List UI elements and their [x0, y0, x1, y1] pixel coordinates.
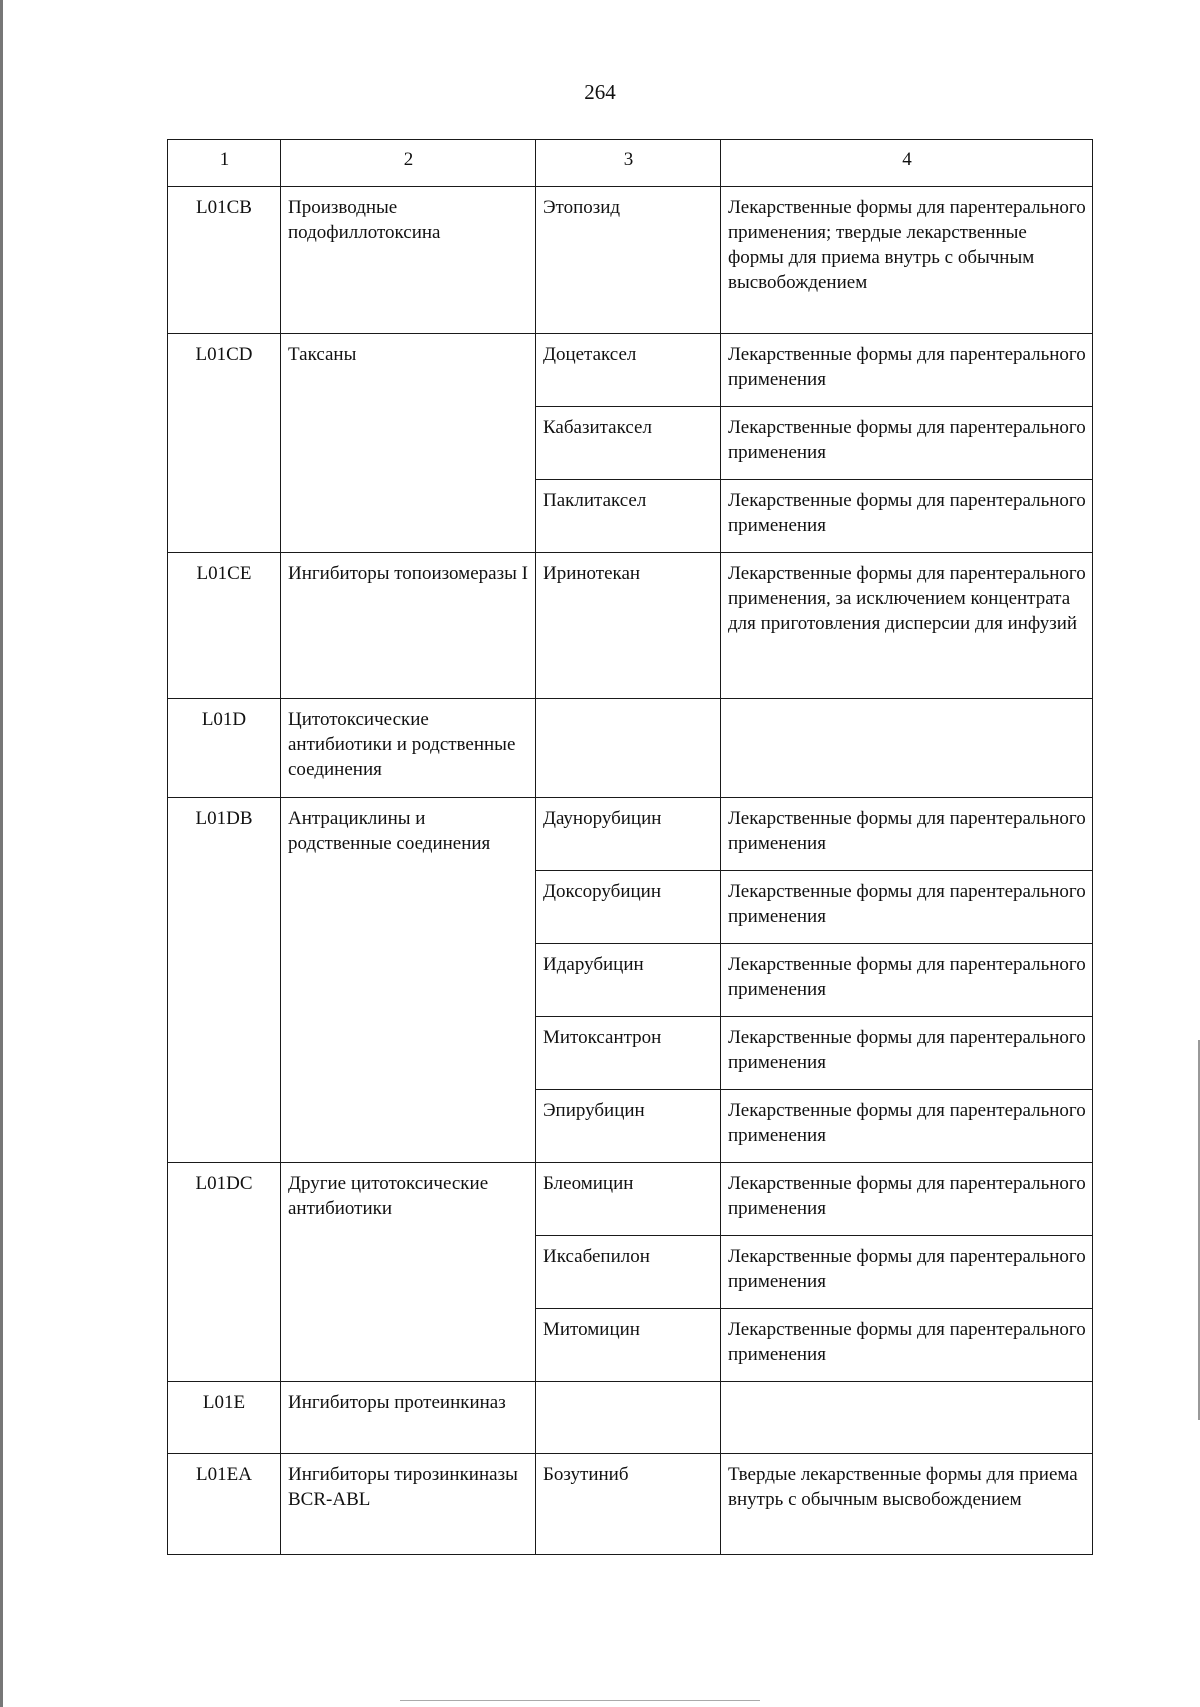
- atc-code: L01CB: [168, 187, 281, 334]
- group-name: Таксаны: [281, 334, 536, 553]
- header-col-2: 2: [281, 140, 536, 187]
- dosage-form: Лекарственные формы для парентерального применения: [721, 1236, 1093, 1309]
- table-row: [168, 334, 1093, 407]
- scan-left-edge: [0, 0, 3, 1707]
- dosage-form: Лекарственные формы для парентерального применения: [721, 1309, 1093, 1382]
- dosage-form-empty: [721, 699, 1093, 798]
- drug-name: Даунорубицин: [536, 798, 721, 871]
- drug-name: Иксабепилон: [536, 1236, 721, 1309]
- atc-code: L01D: [168, 699, 281, 798]
- dosage-form: Лекарственные формы для парентерального применения: [721, 1090, 1093, 1163]
- dosage-form: Лекарственные формы для парентерального применения: [721, 334, 1093, 407]
- table-header-row: [168, 140, 1093, 187]
- atc-code: L01DB: [168, 798, 281, 1163]
- drug-name: Этопозид: [536, 187, 721, 334]
- table-row: [168, 1163, 1093, 1236]
- drug-name: Бозутиниб: [536, 1454, 721, 1555]
- group-name: Ингибиторы протеинкиназ: [281, 1382, 536, 1454]
- drug-name: Кабазитаксел: [536, 407, 721, 480]
- dosage-form: Лекарственные формы для парентерального применения; твердые лекарственные формы для приема внутрь с обычным высвобождением: [721, 187, 1093, 334]
- dosage-form: Лекарственные формы для парентерального применения: [721, 1163, 1093, 1236]
- header-col-4: 4: [721, 140, 1093, 187]
- atc-code: L01CD: [168, 334, 281, 553]
- group-name: Ингибиторы топоизомеразы I: [281, 553, 536, 699]
- drug-name: Митоксантрон: [536, 1017, 721, 1090]
- drug-name: Митомицин: [536, 1309, 721, 1382]
- atc-code: L01EA: [168, 1454, 281, 1555]
- drug-name: Доцетаксел: [536, 334, 721, 407]
- dosage-form-empty: [721, 1382, 1093, 1454]
- dosage-form: Твердые лекарственные формы для приема внутрь с обычным высвобождением: [721, 1454, 1093, 1555]
- drug-name: Блеомицин: [536, 1163, 721, 1236]
- dosage-form: Лекарственные формы для парентерального применения: [721, 407, 1093, 480]
- group-name: Антрациклины и родственные соединения: [281, 798, 536, 1163]
- page-number: 264: [584, 80, 616, 104]
- drug-name: Иринотекан: [536, 553, 721, 699]
- table-row: [168, 1454, 1093, 1555]
- table-row: [168, 187, 1093, 334]
- atc-code: L01CE: [168, 553, 281, 699]
- drug-name: Идарубицин: [536, 944, 721, 1017]
- drug-name-empty: [536, 699, 721, 798]
- dosage-form: Лекарственные формы для парентерального применения: [721, 1017, 1093, 1090]
- group-name: Цитотоксические антибиотики и родственные соединения: [281, 699, 536, 798]
- scan-bottom-mark: [400, 1700, 760, 1701]
- table-row: [168, 553, 1093, 699]
- header-col-3: 3: [536, 140, 721, 187]
- group-name: Другие цитотоксические антибиотики: [281, 1163, 536, 1382]
- table-row: [168, 798, 1093, 871]
- table-row: [168, 1382, 1093, 1454]
- dosage-form: Лекарственные формы для парентерального применения: [721, 798, 1093, 871]
- atc-code: L01DC: [168, 1163, 281, 1382]
- dosage-form: Лекарственные формы для парентерального применения, за исключением концентрата для приготовления дисперсии для инфузий: [721, 553, 1093, 699]
- dosage-form: Лекарственные формы для парентерального применения: [721, 944, 1093, 1017]
- dosage-form: Лекарственные формы для парентерального применения: [721, 871, 1093, 944]
- header-col-1: 1: [168, 140, 281, 187]
- dosage-form: Лекарственные формы для парентерального применения: [721, 480, 1093, 553]
- group-name: Производные подофиллотоксина: [281, 187, 536, 334]
- drug-name-empty: [536, 1382, 721, 1454]
- drug-table: [167, 139, 1093, 1555]
- drug-name: Доксорубицин: [536, 871, 721, 944]
- table-row: [168, 699, 1093, 798]
- atc-code: L01E: [168, 1382, 281, 1454]
- drug-name: Эпирубицин: [536, 1090, 721, 1163]
- group-name: Ингибиторы тирозинкиназы BCR-ABL: [281, 1454, 536, 1555]
- drug-name: Паклитаксел: [536, 480, 721, 553]
